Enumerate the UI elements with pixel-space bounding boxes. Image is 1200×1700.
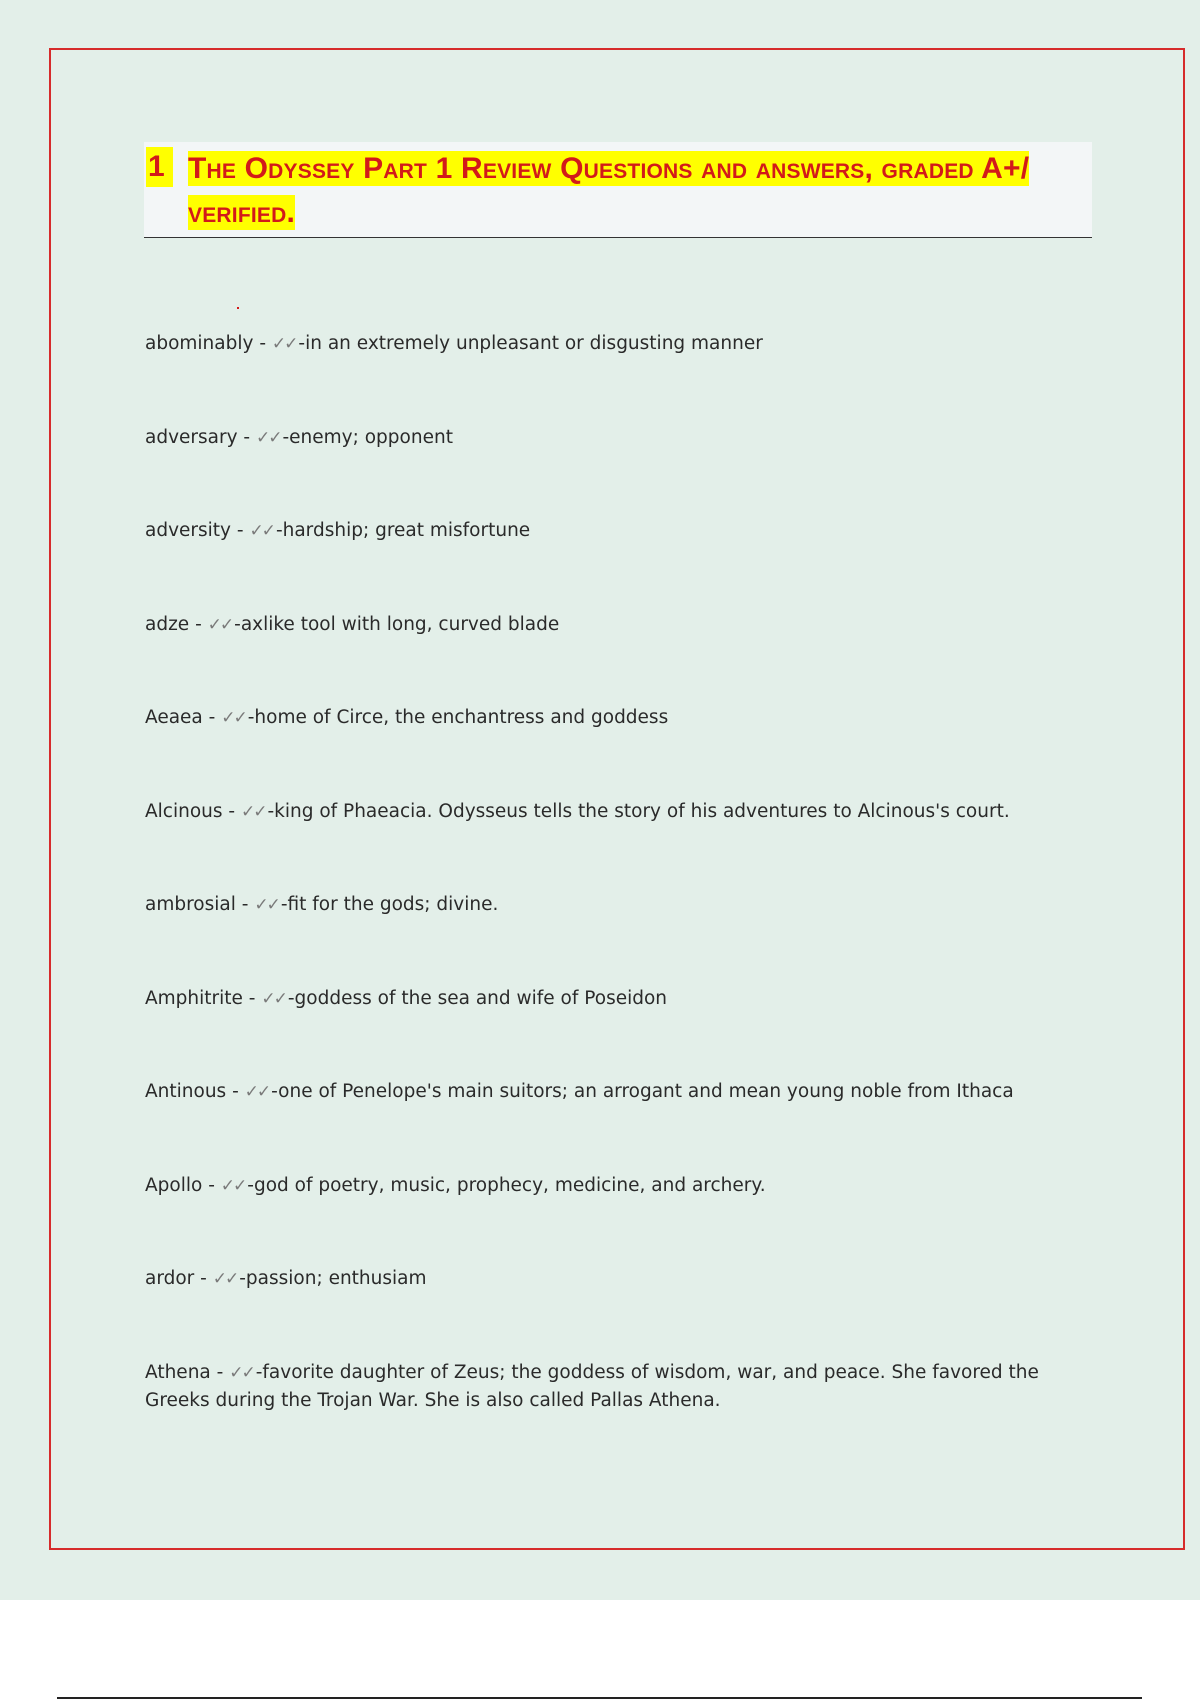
entry-definition: axlike tool with long, curved blade <box>240 614 560 635</box>
entry-term: adze <box>145 614 190 635</box>
heading-title-text: The Odyssey Part 1 Review Questions and answers, graded A+/ verified. <box>188 152 1030 229</box>
entry-term: Apollo <box>145 1175 203 1196</box>
entry-definition: hardship; great misfortune <box>282 520 531 541</box>
entry-term: abominably <box>145 333 254 354</box>
double-check-icon: ✓✓ <box>255 428 281 448</box>
glossary-entry: Aeaea - ✓✓ -home of Circe, the enchantress and goddess <box>145 707 669 728</box>
double-check-icon: ✓✓ <box>212 1269 238 1289</box>
entry-term: adversary <box>145 427 238 448</box>
entry-term: Antinous <box>145 1081 227 1102</box>
entry-term: Amphitrite <box>145 988 243 1009</box>
double-check-icon: ✓✓ <box>207 615 233 635</box>
double-check-icon: ✓✓ <box>220 1176 246 1196</box>
entry-definition: god of poetry, music, prophecy, medicine, and archery. <box>253 1175 766 1196</box>
entry-term: adversity <box>145 520 231 541</box>
entry-definition: one of Penelope's main suitors; an arrogant and mean young noble from Ithaca <box>278 1081 1014 1102</box>
glossary-entry: Antinous - ✓✓ -one of Penelope's main suitors; an arrogant and mean young noble from Ithaca <box>145 1081 1014 1102</box>
double-check-icon: ✓✓ <box>271 334 297 354</box>
document-heading <box>144 142 1092 238</box>
glossary-entry: adversary - ✓✓ -enemy; opponent <box>145 427 453 448</box>
entry-definition: fit for the gods; divine. <box>287 894 499 915</box>
glossary-entry: ardor - ✓✓ -passion; enthusiam <box>145 1268 427 1289</box>
entry-definition: favorite daughter of Zeus; the goddess of wisdom, war, and peace. She favored the Greeks during the Trojan War. She is also called Pallas Athena. <box>145 1362 1039 1411</box>
red-dot-mark <box>237 307 239 309</box>
entry-definition: in an extremely unpleasant or disgusting manner <box>305 333 763 354</box>
entry-definition: goddess of the sea and wife of Poseidon <box>294 988 668 1009</box>
footer-rule <box>57 1697 1142 1699</box>
double-check-icon: ✓✓ <box>249 521 274 541</box>
double-check-icon: ✓✓ <box>244 1082 270 1102</box>
entry-definition: home of Circe, the enchantress and goddess <box>254 707 669 728</box>
glossary-entry: Athena - ✓✓ -favorite daughter of Zeus; the goddess of wisdom, war, and peace. She favored the Greeks during the Trojan War. She is also called Pallas Athena. <box>145 1362 1039 1411</box>
entry-definition: passion; enthusiam <box>245 1268 427 1289</box>
glossary-entry: adze - ✓✓ -axlike tool with long, curved blade <box>145 614 560 635</box>
double-check-icon: ✓✓ <box>240 802 266 822</box>
double-check-icon: ✓✓ <box>229 1363 254 1383</box>
entry-term: ambrosial <box>145 894 236 915</box>
glossary-entry: ambrosial - ✓✓ -fit for the gods; divine. <box>145 894 499 915</box>
entry-definition: enemy; opponent <box>289 427 453 448</box>
glossary-entry: Alcinous - ✓✓ -king of Phaeacia. Odysseus tells the story of his adventures to Alcinous's court. <box>145 801 1010 822</box>
entry-term: Aeaea <box>145 707 203 728</box>
double-check-icon: ✓✓ <box>254 895 279 915</box>
heading-title <box>188 147 1088 235</box>
double-check-icon: ✓✓ <box>261 989 286 1009</box>
double-check-icon: ✓✓ <box>221 708 246 728</box>
entry-term: Alcinous <box>145 801 223 822</box>
heading-number: 1 <box>146 147 173 187</box>
entry-definition: king of Phaeacia. Odysseus tells the story of his adventures to Alcinous's court. <box>274 801 1010 822</box>
entry-term: Athena <box>145 1362 211 1383</box>
entry-term: ardor <box>145 1268 195 1289</box>
glossary-entry: adversity - ✓✓ -hardship; great misfortune <box>145 520 531 541</box>
glossary-entry: Amphitrite - ✓✓ -goddess of the sea and wife of Poseidon <box>145 988 668 1009</box>
glossary-entry: abominably - ✓✓ -in an extremely unpleasant or disgusting manner <box>145 333 763 354</box>
glossary-entry: Apollo - ✓✓ -god of poetry, music, prophecy, medicine, and archery. <box>145 1175 766 1196</box>
